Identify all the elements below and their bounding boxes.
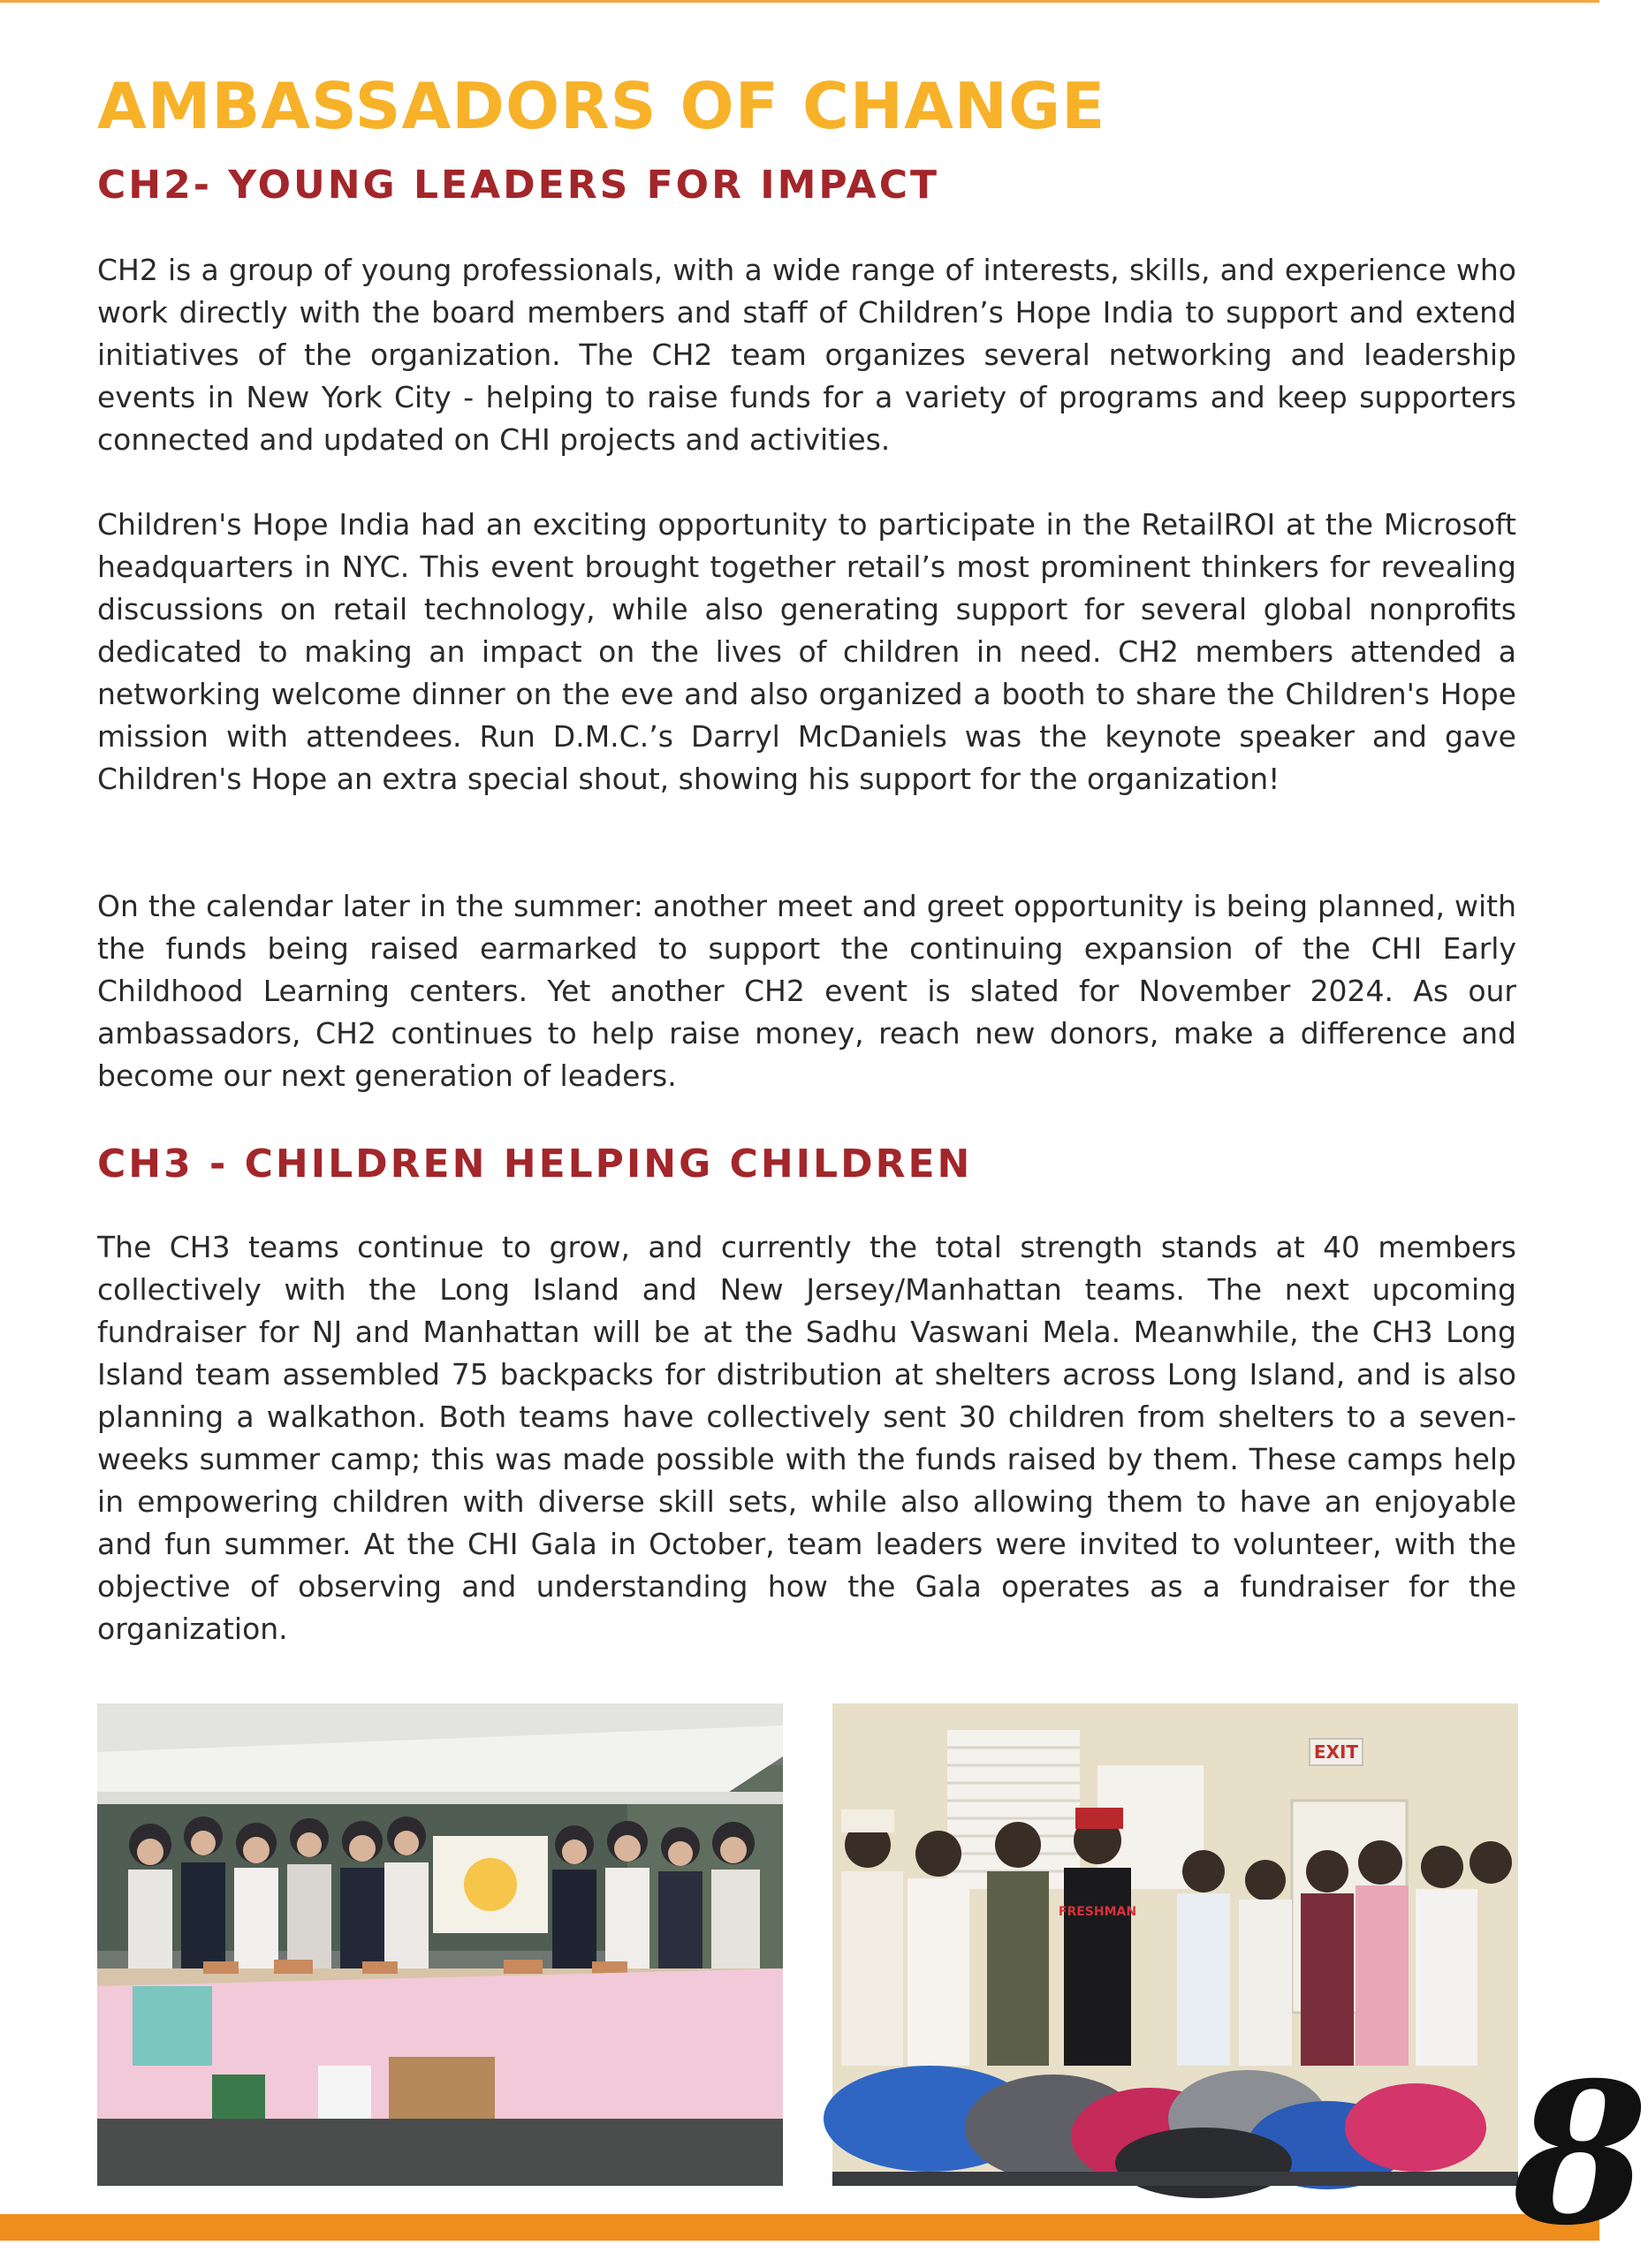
ch3-heading: CH3 - CHILDREN HELPING CHILDREN bbox=[97, 1142, 973, 1187]
ch2-heading: CH2- YOUNG LEADERS FOR IMPACT bbox=[97, 163, 939, 208]
backpacks-illustration bbox=[832, 1703, 1518, 2186]
ch2-paragraph-1: CH2 is a group of young professionals, with a wide range of interests, skills, and experience who work directly with the board members and staff of Children’s Hope India to support and extend initiatives of the organization. The CH2 team organizes several networking and leadership events in New York City - helping to raise funds for a variety of programs and keep supporters connected and updated on CHI projects and activities. bbox=[97, 253, 1516, 457]
bake-sale-photo bbox=[97, 1703, 783, 2186]
bake-sale-illustration bbox=[97, 1703, 783, 2186]
backpacks-photo bbox=[832, 1703, 1518, 2186]
top-rule bbox=[0, 0, 1599, 3]
ch3-paragraph-1: The CH3 teams continue to grow, and currently the total strength stands at 40 members collectively with the Long Island and New Jersey/Manhattan teams. The next upcoming fundraiser for NJ and Manhattan will be at the Sadhu Vaswani Mela. Meanwhile, the CH3 Long Island team assembled 75 backpacks for distribution at shelters across Long Island, and is also planning a walkathon. Both teams have collectively sent 30 children from shelters to a seven-weeks summer camp; this was made possible with the funds raised by them. These camps help in empowering children with diverse skill sets, while also allowing them to have an enjoyable and fun summer. At the CHI Gala in October, team leaders were invited to volunteer, with the objective of observing and understanding how the Gala operates as a fundraiser for the organization. bbox=[97, 1230, 1516, 1646]
exit-sign: EXIT bbox=[1313, 1741, 1359, 1763]
shirt-text: FRESHMAN bbox=[1058, 1905, 1137, 1919]
page-number: 8 bbox=[1513, 2039, 1648, 2268]
page-title: AMBASSADORS OF CHANGE bbox=[97, 69, 1106, 143]
bottom-bar bbox=[0, 2214, 1599, 2241]
ch2-paragraph-3: On the calendar later in the summer: another meet and greet opportunity is being planned, with the funds being raised earmarked to support the continuing expansion of the CHI Early Childhood Learning centers. Yet another CH2 event is slated for November 2024. As our ambassadors, CH2 continues to help raise money, reach new donors, make a difference and become our next generation of leaders. bbox=[97, 889, 1516, 1093]
ch2-paragraph-2: Children's Hope India had an exciting opportunity to participate in the RetailROI at the Microsoft headquarters in NYC. This event brought together retail’s most prominent thinkers for revealing discussions on retail technology, while also generating support for several global nonprofits dedicated to making an impact on the lives of children in need. CH2 members attended a networking welcome dinner on the eve and also organized a booth to share the Children's Hope mission with attendees. Run D.M.C.’s Darryl McDaniels was the keynote speaker and gave Children's Hope an extra special shout, showing his support for the organization! bbox=[97, 507, 1516, 796]
